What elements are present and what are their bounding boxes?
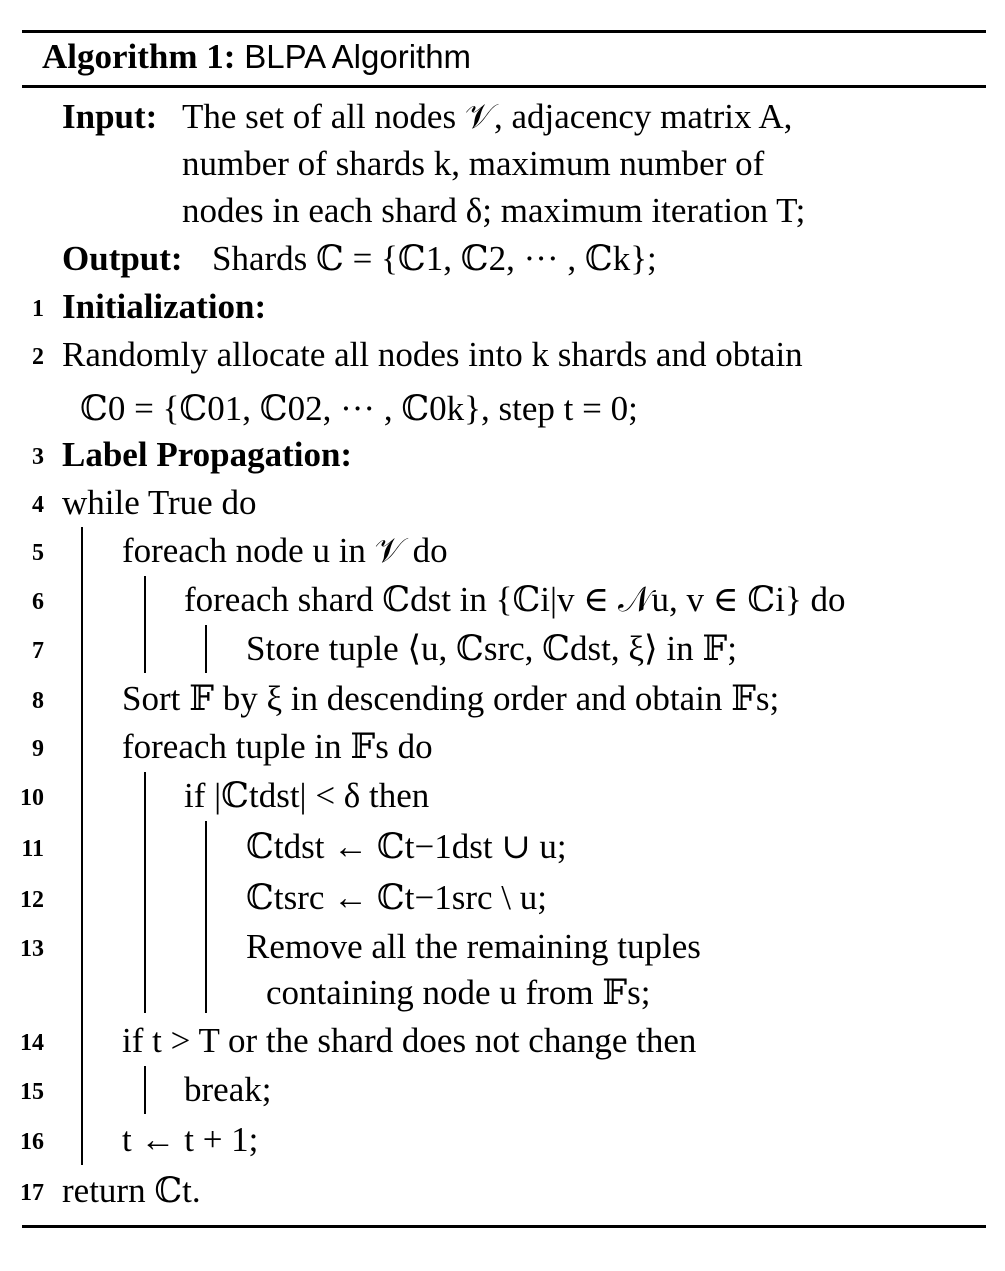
line-text: Sort 𝔽 by ξ in descending order and obtain 𝔽s; [122,679,780,718]
line-number: 9 [32,736,44,762]
line-number: 4 [32,492,44,518]
line-text: Remove all the remaining tuples [246,927,701,966]
line-number: 3 [32,444,44,470]
if-break-block-bar [144,1066,146,1114]
line-number: 17 [20,1180,44,1206]
input-line-1: The set of all nodes 𝒱, adjacency matrix A, [182,97,793,136]
algorithm-label: Algorithm 1: [42,37,236,76]
line-text: foreach node u in 𝒱 do [122,531,448,570]
input-line-2: number of shards k, maximum number of [182,144,765,183]
line-number: 14 [20,1030,44,1056]
line-text: Label Propagation: [62,435,353,474]
line-continuation: ℂ0 = {ℂ01, ℂ02, ··· , ℂ0k}, step t = 0; [80,389,638,428]
if-block-bar [205,821,207,1013]
line-number: 8 [32,688,44,714]
title-rule [22,85,986,88]
line-text: if |ℂtdst| < δ then [184,776,430,815]
algorithm-name: BLPA Algorithm [244,38,472,75]
output-text: Shards ℂ = {ℂ1, ℂ2, ··· , ℂk}; [212,239,657,278]
line-number: 16 [20,1129,44,1155]
line-number: 11 [21,836,44,862]
input-line-3: nodes in each shard δ; maximum iteration T; [182,191,806,230]
line-text: Store tuple ⟨u, ℂsrc, ℂdst, ξ⟩ in 𝔽; [246,629,737,668]
line-text: return ℂt. [62,1171,201,1210]
line-number: 2 [32,344,44,370]
line-number: 10 [20,785,44,811]
line-number: 5 [32,540,44,566]
while-block-bar [81,527,83,1165]
line-number: 7 [32,638,44,664]
input-label: Input: [62,97,158,136]
line-text: foreach shard ℂdst in {ℂi|v ∈ 𝒩u, v ∈ ℂi} do [184,580,846,619]
line-number: 1 [32,296,44,322]
line-number: 6 [32,589,44,615]
foreach-tuple-block-bar [144,772,146,1013]
algorithm-title [42,34,471,80]
bottom-rule [22,1225,986,1228]
line-number: 13 [20,936,44,962]
line-text: while True do [62,483,257,522]
top-rule [22,30,986,33]
line-text: ℂtsrc ← ℂt−1src \ u; [246,878,547,917]
line-text: Initialization: [62,287,267,326]
output-label: Output: [62,239,183,278]
line-number: 15 [20,1079,44,1105]
line-text: ℂtdst ← ℂt−1dst ∪ u; [246,827,567,866]
foreach-shard-block-bar [205,625,207,673]
line-continuation: containing node u from 𝔽s; [266,973,651,1012]
line-text: foreach tuple in 𝔽s do [122,727,433,766]
line-text: break; [184,1070,272,1109]
line-text: Randomly allocate all nodes into k shards and obtain [62,335,803,374]
foreach-node-block-bar [144,576,146,673]
line-text: if t > T or the shard does not change then [122,1021,697,1060]
line-number: 12 [20,887,44,913]
line-text: t ← t + 1; [122,1120,259,1159]
